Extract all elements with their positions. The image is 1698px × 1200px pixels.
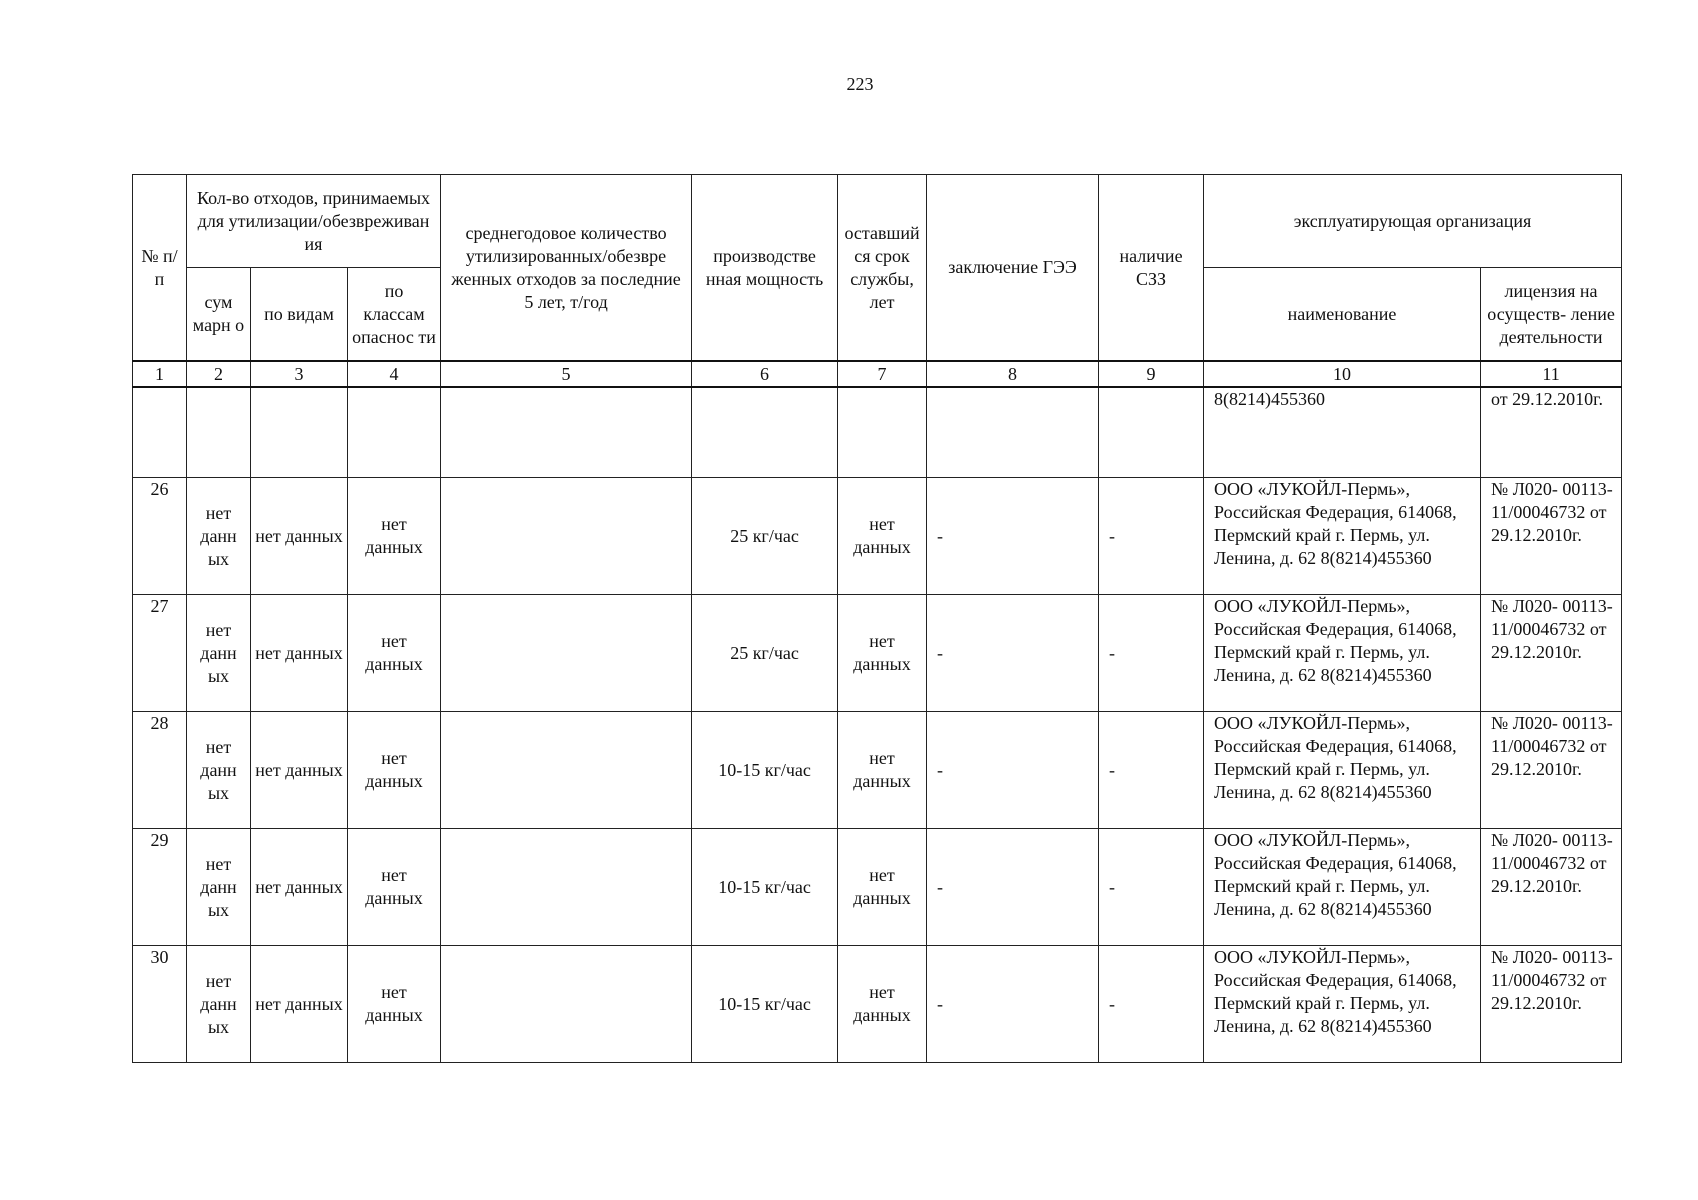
szz-cell: - <box>1099 829 1204 946</box>
column-number: 8 <box>927 361 1099 387</box>
capacity-cell: 25 кг/час <box>692 595 838 712</box>
column-numbers-row <box>133 361 1622 387</box>
waste-facilities-table <box>132 174 1622 1063</box>
header-org-group: эксплуатирующая организация <box>1204 175 1622 268</box>
license-cell: № Л020- 00113- 11/00046732 от 29.12.2010г. <box>1481 478 1622 595</box>
capacity-cell: 10-15 кг/час <box>692 829 838 946</box>
by-class-cell: нет данных <box>348 946 441 1063</box>
table-row <box>133 829 1622 946</box>
header-waste-group: Кол-во отходов, принимаемых для утилизации/обезвреживан ия <box>187 175 441 268</box>
gee-cell: - <box>927 829 1099 946</box>
header-gee: заключение ГЭЭ <box>927 175 1099 362</box>
header-org-name: наименование <box>1204 268 1481 362</box>
column-number: 4 <box>348 361 441 387</box>
by-class-cell: нет данных <box>348 478 441 595</box>
szz-cell: - <box>1099 595 1204 712</box>
header-by-class: по классам опаснос ти <box>348 268 441 362</box>
license-cell: от 29.12.2010г. <box>1481 387 1622 478</box>
total-cell: нет данн ых <box>187 946 251 1063</box>
org-cell: ООО «ЛУКОЙЛ-Пермь», Российская Федерация, 614068, Пермский край г. Пермь, ул. Ленина, д. 62 8(8214)455360 <box>1204 478 1481 595</box>
column-number: 2 <box>187 361 251 387</box>
header-capacity: производстве нная мощность <box>692 175 838 362</box>
org-cell: ООО «ЛУКОЙЛ-Пермь», Российская Федерация, 614068, Пермский край г. Пермь, ул. Ленина, д. 62 8(8214)455360 <box>1204 595 1481 712</box>
license-cell: № Л020- 00113- 11/00046732 от 29.12.2010г. <box>1481 712 1622 829</box>
capacity-cell: 10-15 кг/час <box>692 712 838 829</box>
avg-cell <box>441 478 692 595</box>
num-cell: 26 <box>133 478 187 595</box>
gee-cell: - <box>927 595 1099 712</box>
total-cell: нет данн ых <box>187 829 251 946</box>
page-number: 223 <box>846 74 874 94</box>
by-type-cell: нет данных <box>251 595 348 712</box>
header-license: лицензия на осуществ- ление деятельности <box>1481 268 1622 362</box>
total-cell: нет данн ых <box>187 595 251 712</box>
gee-cell: - <box>927 712 1099 829</box>
org-cell: ООО «ЛУКОЙЛ-Пермь», Российская Федерация, 614068, Пермский край г. Пермь, ул. Ленина, д. 62 8(8214)455360 <box>1204 829 1481 946</box>
capacity-cell: 25 кг/час <box>692 478 838 595</box>
szz-cell: - <box>1099 478 1204 595</box>
license-cell: № Л020- 00113- 11/00046732 от 29.12.2010г. <box>1481 829 1622 946</box>
gee-cell: - <box>927 478 1099 595</box>
avg-cell <box>441 712 692 829</box>
header-szz: наличие СЗЗ <box>1099 175 1204 362</box>
column-number: 1 <box>133 361 187 387</box>
license-cell: № Л020- 00113- 11/00046732 от 29.12.2010г. <box>1481 595 1622 712</box>
szz-cell: - <box>1099 946 1204 1063</box>
table-row-continuation <box>133 387 1622 478</box>
column-number: 6 <box>692 361 838 387</box>
header-by-type: по видам <box>251 268 348 362</box>
by-type-cell: нет данных <box>251 478 348 595</box>
remaining-cell: нет данных <box>838 946 927 1063</box>
num-cell: 27 <box>133 595 187 712</box>
num-cell: 29 <box>133 829 187 946</box>
szz-cell: - <box>1099 712 1204 829</box>
header-total: сум марн о <box>187 268 251 362</box>
column-number: 11 <box>1481 361 1622 387</box>
total-cell: нет данн ых <box>187 478 251 595</box>
by-type-cell: нет данных <box>251 829 348 946</box>
remaining-cell: нет данных <box>838 829 927 946</box>
by-class-cell: нет данных <box>348 712 441 829</box>
remaining-cell: нет данных <box>838 595 927 712</box>
header-avg: среднегодовое количество утилизированных/обезвре женных отходов за последние 5 лет, т/год <box>441 175 692 362</box>
num-cell: 30 <box>133 946 187 1063</box>
remaining-cell: нет данных <box>838 712 927 829</box>
avg-cell <box>441 946 692 1063</box>
by-type-cell: нет данных <box>251 712 348 829</box>
num-cell: 28 <box>133 712 187 829</box>
org-cell: ООО «ЛУКОЙЛ-Пермь», Российская Федерация, 614068, Пермский край г. Пермь, ул. Ленина, д. 62 8(8214)455360 <box>1204 946 1481 1063</box>
table-row <box>133 946 1622 1063</box>
column-number: 7 <box>838 361 927 387</box>
table-row <box>133 478 1622 595</box>
avg-cell <box>441 595 692 712</box>
org-cell: 8(8214)455360 <box>1204 387 1481 478</box>
capacity-cell: 10-15 кг/час <box>692 946 838 1063</box>
column-number: 5 <box>441 361 692 387</box>
avg-cell <box>441 829 692 946</box>
by-type-cell: нет данных <box>251 946 348 1063</box>
by-class-cell: нет данных <box>348 595 441 712</box>
gee-cell: - <box>927 946 1099 1063</box>
column-number: 3 <box>251 361 348 387</box>
table-row <box>133 712 1622 829</box>
license-cell: № Л020- 00113- 11/00046732 от 29.12.2010г. <box>1481 946 1622 1063</box>
column-number: 10 <box>1204 361 1481 387</box>
table-row <box>133 595 1622 712</box>
header-num: № п/п <box>133 175 187 362</box>
remaining-cell: нет данных <box>838 478 927 595</box>
header-remaining: оставший ся срок службы, лет <box>838 175 927 362</box>
by-class-cell: нет данных <box>348 829 441 946</box>
org-cell: ООО «ЛУКОЙЛ-Пермь», Российская Федерация, 614068, Пермский край г. Пермь, ул. Ленина, д. 62 8(8214)455360 <box>1204 712 1481 829</box>
total-cell: нет данн ых <box>187 712 251 829</box>
column-number: 9 <box>1099 361 1204 387</box>
